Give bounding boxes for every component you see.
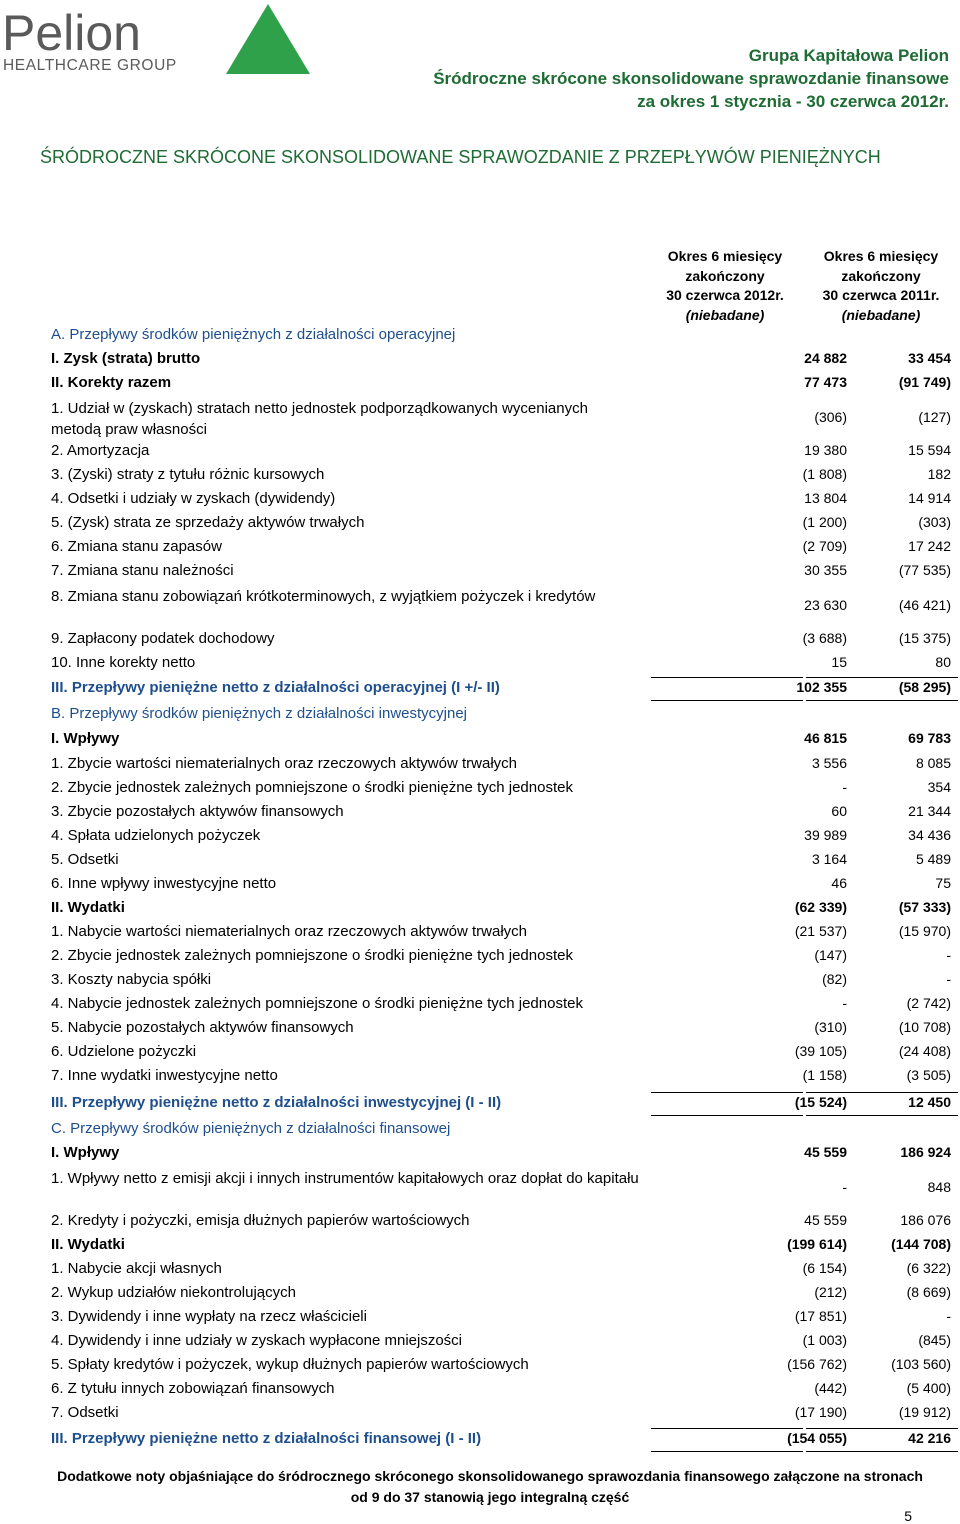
- value-2011: (6 322): [906, 1260, 951, 1276]
- value-2012: (306): [814, 409, 847, 425]
- footer-note: [0, 1466, 960, 1508]
- row-label: 7. Odsetki: [51, 1404, 119, 1421]
- value-2012: 45 559: [804, 1212, 847, 1228]
- table-row: [51, 779, 951, 801]
- column-header-line: Okres 6 miesięcy: [667, 248, 783, 264]
- row-label: B. Przepływy środków pieniężnych z działalności inwestycyjnej: [51, 705, 468, 722]
- value-2011: (303): [918, 514, 951, 530]
- row-label: I. Wpływy: [51, 730, 120, 747]
- value-2011: 15 594: [908, 442, 951, 458]
- value-2011: (91 749): [898, 374, 951, 390]
- row-label: A. Przepływy środków pieniężnych z działalności operacyjnej: [51, 326, 456, 343]
- table-row: [51, 1043, 951, 1065]
- value-2012: (3 688): [802, 630, 847, 646]
- report-period: za okres 1 stycznia - 30 czerwca 2012r.: [637, 92, 949, 111]
- value-2012: -: [842, 779, 847, 795]
- value-2011: 12 450: [908, 1094, 951, 1110]
- row-label: 6. Z tytułu innych zobowiązań finansowych: [51, 1380, 335, 1397]
- value-2011: (57 333): [898, 899, 951, 915]
- total-row: [51, 679, 951, 701]
- table-row: [51, 899, 951, 921]
- value-2012: 3 164: [811, 851, 847, 867]
- total-rule-uline-2012: [651, 1092, 803, 1093]
- value-2011: 69 783: [908, 730, 951, 746]
- column-header-line: (niebadane): [841, 306, 921, 323]
- value-2012: 15: [831, 654, 847, 670]
- total-rule-uline-2011: [806, 677, 958, 678]
- value-2011: (127): [918, 409, 951, 425]
- column-header-line: 30 czerwca 2011r.: [822, 287, 940, 303]
- total-row: [51, 1094, 951, 1116]
- value-2012: (2 709): [802, 538, 847, 554]
- table-row: [51, 875, 951, 897]
- column-header-line: (niebadane): [685, 306, 765, 323]
- value-2011: -: [946, 1308, 951, 1324]
- row-label: 2. Zbycie jednostek zależnych pomniejszone o środki pieniężne tych jednostek: [51, 779, 573, 796]
- document-header: [433, 44, 949, 113]
- table-row: [51, 442, 951, 464]
- column-header-line: Okres 6 miesięcy: [823, 248, 939, 264]
- value-2012: 30 355: [804, 562, 847, 578]
- value-2012: 23 630: [804, 597, 847, 613]
- table-row: [51, 630, 951, 652]
- row-label: 2. Wykup udziałów niekontrolujących: [51, 1284, 296, 1301]
- row-label: 6. Udzielone pożyczki: [51, 1043, 197, 1060]
- table-row: [51, 538, 951, 560]
- row-label: 7. Inne wydatki inwestycyjne netto: [51, 1067, 278, 1084]
- value-2011: 42 216: [908, 1430, 951, 1446]
- table-row: [51, 851, 951, 873]
- value-2012: 39 989: [804, 827, 847, 843]
- row-label: 1. Zbycie wartości niematerialnych oraz rzeczowych aktywów trwałych: [51, 755, 517, 772]
- total-row: [51, 1430, 951, 1452]
- row-label: 5. Spłaty kredytów i pożyczek, wykup dłużnych papierów wartościowych: [51, 1356, 529, 1373]
- row-label: 2. Kredyty i pożyczki, emisja dłużnych papierów wartościowych: [51, 1212, 470, 1229]
- table-row: [51, 1332, 951, 1354]
- value-2012: 19 380: [804, 442, 847, 458]
- row-label: 8. Zmiana stanu zobowiązań krótkoterminowych, z wyjątkiem pożyczek i kredytów: [51, 588, 596, 605]
- row-label: 3. Zbycie pozostałych aktywów finansowych: [51, 803, 344, 820]
- table-row: [51, 1236, 951, 1258]
- value-2011: (2 742): [906, 995, 951, 1011]
- value-2012: -: [842, 995, 847, 1011]
- row-label: 1. Udział w (zyskach) stratach netto jednostek podporządkowanych wycenianych metodą praw własności: [51, 400, 588, 438]
- section-heading: [51, 326, 951, 348]
- value-2012: 45 559: [804, 1144, 847, 1160]
- company-name: Grupa Kapitałowa Pelion: [748, 46, 949, 65]
- row-label: 3. Koszty nabycia spółki: [51, 971, 212, 988]
- value-2012: (17 851): [794, 1308, 847, 1324]
- row-label: II. Wydatki: [51, 1236, 125, 1253]
- table-row: [51, 654, 951, 676]
- total-bottom-rule: [806, 1115, 958, 1116]
- table-row: [51, 730, 951, 752]
- total-rule-uline-2011: [806, 1092, 958, 1093]
- value-2011: -: [946, 947, 951, 963]
- row-label: 9. Zapłacony podatek dochodowy: [51, 630, 275, 647]
- value-2011: -: [946, 971, 951, 987]
- table-row: [51, 466, 951, 488]
- value-2012: (1 158): [802, 1067, 847, 1083]
- table-row: [51, 947, 951, 969]
- table-row: [51, 1380, 951, 1402]
- table-row: [51, 490, 951, 512]
- table-row: [51, 350, 951, 372]
- row-label: C. Przepływy środków pieniężnych z działalności finansowej: [51, 1120, 451, 1137]
- row-label: I. Zysk (strata) brutto: [51, 350, 201, 367]
- total-rule-uline-2012: [651, 1428, 803, 1429]
- value-2011: (15 970): [898, 923, 951, 939]
- value-2011: 80: [935, 654, 951, 670]
- table-row: [51, 1404, 951, 1426]
- logo-triangle-icon: [226, 4, 310, 74]
- value-2012: 24 882: [804, 350, 847, 366]
- value-2011: (103 560): [891, 1356, 951, 1372]
- pelion-logo: [0, 0, 320, 80]
- value-2011: (46 421): [898, 597, 951, 613]
- total-rule-uline-2011: [806, 1428, 958, 1429]
- total-rule-uline-2012: [651, 677, 803, 678]
- total-bottom-rule: [651, 1451, 803, 1452]
- table-row: [51, 1019, 951, 1041]
- value-2012: (21 537): [794, 923, 847, 939]
- value-2011: 14 914: [908, 490, 951, 506]
- value-2011: 354: [927, 779, 951, 795]
- row-label: 4. Odsetki i udziały w zyskach (dywidendy): [51, 490, 336, 507]
- value-2012: (156 762): [787, 1356, 847, 1372]
- row-label: II. Korekty razem: [51, 374, 172, 391]
- row-label: 2. Zbycie jednostek zależnych pomniejszone o środki pieniężne tych jednostek: [51, 947, 573, 964]
- value-2012: (1 003): [802, 1332, 847, 1348]
- value-2012: 60: [831, 803, 847, 819]
- row-label: 3. Dywidendy i inne wypłaty na rzecz właścicieli: [51, 1308, 367, 1325]
- value-2012: (147): [814, 947, 847, 963]
- value-2012: (17 190): [794, 1404, 847, 1420]
- value-2012: (15 524): [794, 1094, 847, 1110]
- table-row: [51, 803, 951, 825]
- value-2011: (144 708): [891, 1236, 951, 1252]
- table-row: [51, 562, 951, 584]
- value-2011: 848: [927, 1179, 951, 1195]
- table-row: [51, 1168, 951, 1212]
- table-row: [51, 1356, 951, 1378]
- value-2011: (24 408): [898, 1043, 951, 1059]
- row-label: III. Przepływy pieniężne netto z działalności operacyjnej (I +/- II): [51, 679, 500, 696]
- value-2011: 17 242: [908, 538, 951, 554]
- column-header-2011: [806, 247, 956, 325]
- row-label: 4. Spłata udzielonych pożyczek: [51, 827, 261, 844]
- table-row: [51, 995, 951, 1017]
- value-2012: (6 154): [802, 1260, 847, 1276]
- value-2012: (154 055): [787, 1430, 847, 1446]
- value-2011: 21 344: [908, 803, 951, 819]
- value-2011: 75: [935, 875, 951, 891]
- footer-line: od 9 do 37 stanowią jego integralną część: [350, 1489, 630, 1505]
- footer-line: Dodatkowe noty objaśniające do śródrocznego skróconego skonsolidowanego sprawozdania finansowego załączone na stronach: [57, 1468, 923, 1484]
- row-label: 5. Odsetki: [51, 851, 119, 868]
- value-2012: (82): [822, 971, 847, 987]
- value-2012: 3 556: [811, 755, 847, 771]
- row-label: III. Przepływy pieniężne netto z działalności finansowej (I - II): [51, 1430, 482, 1447]
- value-2012: (39 105): [794, 1043, 847, 1059]
- value-2011: (5 400): [906, 1380, 951, 1396]
- section-heading: [51, 705, 951, 727]
- row-label: 6. Zmiana stanu zapasów: [51, 538, 222, 555]
- table-row: [51, 923, 951, 945]
- table-row: [51, 755, 951, 777]
- section-heading: [51, 1120, 951, 1142]
- column-header-2012: [650, 247, 800, 325]
- logo-subtitle: HEALTHCARE GROUP: [3, 57, 177, 74]
- value-2012: 46: [831, 875, 847, 891]
- table-row: [51, 1308, 951, 1330]
- value-2011: 186 924: [900, 1144, 951, 1160]
- value-2011: 8 085: [915, 755, 951, 771]
- value-2012: (62 339): [794, 899, 847, 915]
- row-label: 1. Wpływy netto z emisji akcji i innych instrumentów kapitałowych oraz dopłat do kapitału: [51, 1170, 639, 1187]
- table-row: [51, 398, 951, 442]
- row-label: 5. Nabycie pozostałych aktywów finansowych: [51, 1019, 354, 1036]
- row-label: 7. Zmiana stanu należności: [51, 562, 234, 579]
- value-2011: (19 912): [898, 1404, 951, 1420]
- value-2012: (1 808): [802, 466, 847, 482]
- value-2012: (199 614): [787, 1236, 847, 1252]
- row-label: II. Wydatki: [51, 899, 125, 916]
- table-row: [51, 586, 951, 630]
- value-2011: 186 076: [900, 1212, 951, 1228]
- row-label: 5. (Zysk) strata ze sprzedaży aktywów trwałych: [51, 514, 365, 531]
- row-label: 4. Nabycie jednostek zależnych pomniejszone o środki pieniężne tych jednostek: [51, 995, 583, 1012]
- row-label: 4. Dywidendy i inne udziały w zyskach wypłacone mniejszości: [51, 1332, 463, 1349]
- row-label: 10. Inne korekty netto: [51, 654, 196, 671]
- row-label: III. Przepływy pieniężne netto z działalności inwestycyjnej (I - II): [51, 1094, 502, 1111]
- value-2012: (442): [814, 1380, 847, 1396]
- row-label: I. Wpływy: [51, 1144, 120, 1161]
- value-2011: (8 669): [906, 1284, 951, 1300]
- table-row: [51, 1144, 951, 1166]
- value-2011: 34 436: [908, 827, 951, 843]
- report-name: Śródroczne skrócone skonsolidowane sprawozdanie finansowe: [433, 69, 949, 88]
- total-bottom-rule: [651, 1115, 803, 1116]
- value-2011: (58 295): [898, 679, 951, 695]
- table-row: [51, 1284, 951, 1306]
- value-2011: 5 489: [915, 851, 951, 867]
- row-label: 6. Inne wpływy inwestycyjne netto: [51, 875, 277, 892]
- total-bottom-rule: [806, 700, 958, 701]
- table-row: [51, 374, 951, 396]
- column-header-line: 30 czerwca 2012r.: [666, 287, 784, 303]
- page-number: 5: [904, 1508, 912, 1524]
- page-title: ŚRÓDROCZNE SKRÓCONE SKONSOLIDOWANE SPRAWOZDANIE Z PRZEPŁYWÓW PIENIĘŻNYCH: [40, 147, 881, 167]
- value-2012: -: [842, 1179, 847, 1195]
- total-bottom-rule: [651, 700, 803, 701]
- table-row: [51, 827, 951, 849]
- value-2011: (10 708): [898, 1019, 951, 1035]
- row-label: 1. Nabycie akcji własnych: [51, 1260, 222, 1277]
- table-row: [51, 1212, 951, 1234]
- value-2011: 182: [927, 466, 951, 482]
- value-2011: 33 454: [908, 350, 951, 366]
- table-row: [51, 1260, 951, 1282]
- table-row: [51, 514, 951, 536]
- value-2012: (212): [814, 1284, 847, 1300]
- value-2012: (310): [814, 1019, 847, 1035]
- value-2012: 102 355: [796, 679, 847, 695]
- value-2012: 13 804: [804, 490, 847, 506]
- value-2012: 46 815: [804, 730, 847, 746]
- logo-wordmark: Pelion: [2, 5, 141, 61]
- total-bottom-rule: [806, 1451, 958, 1452]
- row-label: 1. Nabycie wartości niematerialnych oraz rzeczowych aktywów trwałych: [51, 923, 528, 940]
- table-row: [51, 1067, 951, 1089]
- row-label: 2. Amortyzacja: [51, 442, 150, 459]
- column-header-line: zakończony: [841, 267, 921, 284]
- value-2011: (3 505): [906, 1067, 951, 1083]
- column-header-line: zakończony: [685, 267, 765, 284]
- value-2012: 77 473: [804, 374, 847, 390]
- value-2011: (15 375): [898, 630, 951, 646]
- value-2011: (77 535): [898, 562, 951, 578]
- value-2011: (845): [918, 1332, 951, 1348]
- value-2012: (1 200): [802, 514, 847, 530]
- table-row: [51, 971, 951, 993]
- row-label: 3. (Zyski) straty z tytułu różnic kursowych: [51, 466, 325, 483]
